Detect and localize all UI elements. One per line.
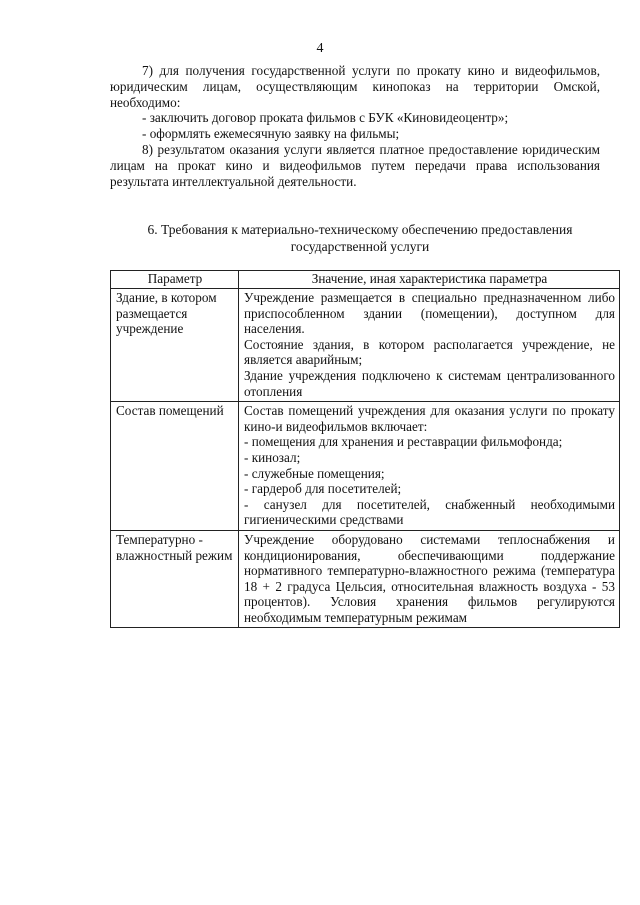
value-line: Учреждение размещается в специально предназначенном либо приспособленном здании (помещении), доступном для населения. — [244, 290, 615, 337]
section-title-line: государственной услуги — [290, 238, 430, 254]
body-text — [110, 63, 600, 189]
value-line: Здание учреждения подключено к системам централизованного отопления — [244, 367, 615, 399]
value-line: - служебные помещения; — [244, 465, 385, 481]
paragraph-7: 7) для получения государственной услуги по прокату кино и видеофильмов, юридическим лицам, осуществляющим кинопоказ на территории Омской, необходимо: — [110, 63, 600, 110]
table-header-row — [111, 271, 620, 289]
table-row — [111, 402, 620, 531]
page-number: 4 — [316, 41, 324, 56]
value-line: - гардероб для посетителей; — [244, 481, 402, 497]
value-cell — [239, 289, 620, 402]
section-heading — [110, 222, 610, 255]
paragraph-7-item: - оформлять ежемесячную заявку на фильмы; — [142, 126, 400, 142]
value-line: - санузел для посетителей, снабженный необходимыми гигиеническими средствами — [244, 496, 615, 528]
parameter-cell: Температурно - влажностный режим — [111, 530, 239, 628]
value-line: - помещения для хранения и реставрации фильмофонда; — [244, 434, 563, 450]
paragraph-7-item: - заключить договор проката фильмов с БУК «Киновидеоцентр»; — [142, 110, 509, 126]
column-header-parameter: Параметр — [111, 271, 239, 289]
table-row — [111, 530, 620, 628]
value-cell — [239, 530, 620, 628]
value-cell — [239, 402, 620, 531]
value-line: - кинозал; — [244, 449, 301, 465]
section-title-line: 6. Требования к материально-техническому обеспечению предоставления — [147, 222, 573, 237]
paragraph-8: 8) результатом оказания услуги является платное предоставление юридическим лицам на прокат кино и видеофильмов путем передачи права использования результата интеллектуальной деятельности. — [110, 141, 600, 189]
requirements-table — [110, 270, 620, 628]
value-line: Учреждение оборудовано системами теплоснабжения и кондиционирования, обеспечивающими поддержание нормативного температурно-влажностного режима (температура 18 + 2 градуса Цельсия, относительная влажность воздуха - 53 процентов). Условия хранения фильмов регулируются необходимым температурным режимам — [244, 531, 615, 625]
table-row — [111, 289, 620, 402]
value-line: Состояние здания, в котором располагается учреждение, не является аварийным; — [244, 336, 615, 368]
parameter-cell: Состав помещений — [111, 402, 239, 531]
column-header-value: Значение, иная характеристика параметра — [239, 271, 620, 289]
value-line: Состав помещений учреждения для оказания услуги по прокату кино-и видеофильмов включает: — [244, 403, 615, 434]
parameter-cell: Здание, в котором размещается учреждение — [111, 289, 239, 402]
